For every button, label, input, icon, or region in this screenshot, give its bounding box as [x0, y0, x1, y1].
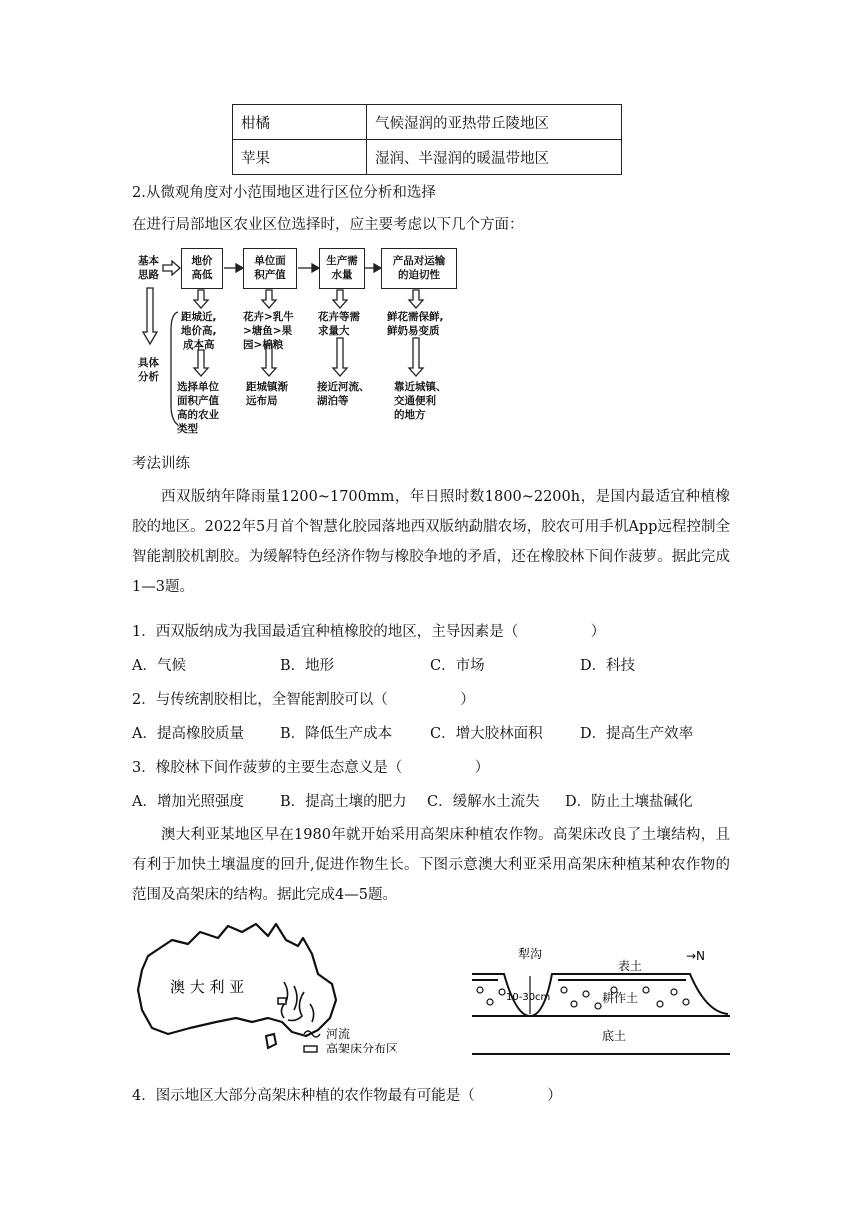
high-bed-section [468, 940, 738, 1060]
box-transport-urgency [381, 248, 457, 289]
question-2: 2．与传统割胶相比，全智能割胶可以（ ） [132, 692, 475, 708]
table-cell: 苹果 [233, 140, 367, 175]
question-4: 4．图示地区大部分高架床种植的农作物最有可能是（ ） [132, 1088, 562, 1104]
australia-map-figure [128, 918, 428, 1057]
box-line: 高低 [191, 269, 213, 281]
box-line: 积产值 [254, 269, 286, 281]
q2-option-b: B．降低生产成本 [280, 726, 393, 742]
question-3: 3．橡胶林下间作菠萝的主要生态意义是（ ） [132, 760, 490, 776]
legend-river-label: 河流 [326, 1027, 351, 1041]
bottom-note-4 [394, 380, 447, 422]
note-line: 地价高, [181, 325, 217, 337]
q3-option-c: C．缓解水土流失 [427, 794, 540, 810]
bottom-note-2 [246, 380, 288, 408]
practice-heading: 考法训练 [132, 456, 190, 472]
box-line: 地价 [191, 255, 213, 267]
q3-option-d: D．防止土壤盐碱化 [565, 794, 693, 810]
q3-option-a: A．增加光照强度 [132, 794, 244, 810]
q2-option-d: D．提高生产效率 [580, 726, 694, 742]
flowchart-label: 分析 [138, 371, 159, 383]
note-line: 成本高 [183, 339, 215, 351]
passage-xishuangbanna: 西双版纳年降雨量1200~1700mm，年日照时数1800~2200h，是国内最适宜种植橡胶的地区。2022年5月首个智慧化胶园落地西双版纳勐腊农场，胶农可用手机App远程控制全智能割胶机割胶。为缓解特色经济作物与橡胶争地的矛盾，还在橡胶林下间作菠萝。据此完成1—3题。 [132, 489, 730, 595]
note-line: >塘鱼>果 [243, 325, 293, 337]
q1-option-b: B．地形 [280, 658, 335, 674]
table-cell: 柑橘 [233, 105, 367, 140]
note-line: 靠近城镇、 [394, 381, 447, 393]
table-cell: 湿润、半湿润的暖温带地区 [367, 140, 622, 175]
flowchart-label: 思路 [138, 269, 159, 281]
question-1: 1．西双版纳成为我国最适宜种植橡胶的地区，主导因素是（ ） [132, 624, 606, 640]
box-line: 生产需 [326, 255, 358, 267]
table-cell: 气候湿润的亚热带丘陵地区 [367, 105, 622, 140]
note-line: 距城近, [181, 311, 217, 323]
q2-option-c: C．增大胶林面积 [430, 726, 543, 742]
bottom-note-3 [317, 380, 370, 408]
flowchart-label: 具体 [138, 357, 159, 369]
high-bed-legend-icon [304, 1046, 317, 1052]
q1-option-c: C．市场 [430, 658, 485, 674]
note-line: 远布局 [246, 395, 278, 407]
australia-map [128, 918, 428, 1053]
note-line: 面积产值 [177, 395, 219, 407]
high-bed-area-marker [278, 998, 286, 1004]
box-line: 单位面 [254, 255, 286, 267]
passage-australia: 澳大利亚某地区早在1980年就开始采用高架床种植农作物。高架床改良了土壤结构，且有利于加快土壤温度的回升,促进作物生长。下图示意澳大利亚采用高架床种植某种农作物的范围及高架床的结构。据此完成4—5题。 [132, 827, 730, 903]
map-country-label: 澳 大 利 亚 [170, 978, 245, 996]
mid-note-3 [318, 310, 360, 338]
note-line: 求量大 [318, 325, 350, 337]
note-line: 接近河流、 [317, 381, 370, 393]
box-line: 产品对运输 [392, 255, 446, 267]
box-unit-output [243, 248, 297, 289]
note-line: 交通便利 [394, 395, 436, 407]
note-line: 类型 [177, 423, 198, 435]
section-heading: 2.从微观角度对小范围地区进行区位分析和选择 [132, 185, 436, 201]
bottom-note-1 [177, 380, 219, 436]
legend-high-bed-label: 高架床分布区 [326, 1042, 399, 1053]
furrow-label: 犁沟 [518, 947, 543, 961]
depth-label: 10-30cm [506, 992, 551, 1003]
subsoil-label: 底土 [602, 1029, 627, 1043]
label-basic-idea [138, 254, 159, 282]
q3-option-b: B．提高土壤的肥力 [280, 794, 407, 810]
mid-note-4 [387, 310, 444, 338]
note-line: 鲜花需保鲜, [387, 311, 444, 323]
label-specific-analysis [138, 356, 159, 384]
box-land-price [181, 248, 223, 289]
note-line: 鲜奶易变质 [387, 325, 440, 337]
flowchart-label: 基本 [138, 255, 159, 267]
note-line: 选择单位 [177, 381, 219, 393]
tasmania-outline [266, 1034, 276, 1048]
high-bed-section-figure [468, 940, 738, 1064]
section-intro: 在进行局部地区农业区位选择时，应主要考虑以下几个方面： [132, 217, 524, 233]
topsoil-label: 表土 [618, 959, 643, 973]
note-line: 花卉>乳牛 [243, 311, 294, 323]
mid-note-1 [181, 310, 217, 352]
box-water-demand [319, 248, 365, 289]
note-line: 湖泊等 [317, 395, 349, 407]
q1-option-a: A．气候 [132, 658, 186, 674]
q2-option-a: A．提高橡胶质量 [132, 726, 244, 742]
north-arrow-label: →N [686, 949, 706, 963]
mid-note-2 [243, 310, 294, 352]
note-line: 园>棉粮 [243, 339, 284, 351]
note-line: 的地方 [394, 409, 426, 421]
q1-option-d: D．科技 [580, 658, 636, 674]
note-line: 高的农业 [177, 409, 219, 421]
box-line: 水量 [331, 269, 353, 281]
note-line: 距城镇渐 [246, 381, 288, 393]
tilth-label: 耕作土 [602, 991, 639, 1005]
box-line: 的迫切性 [398, 269, 440, 281]
note-line: 花卉等需 [318, 311, 360, 323]
